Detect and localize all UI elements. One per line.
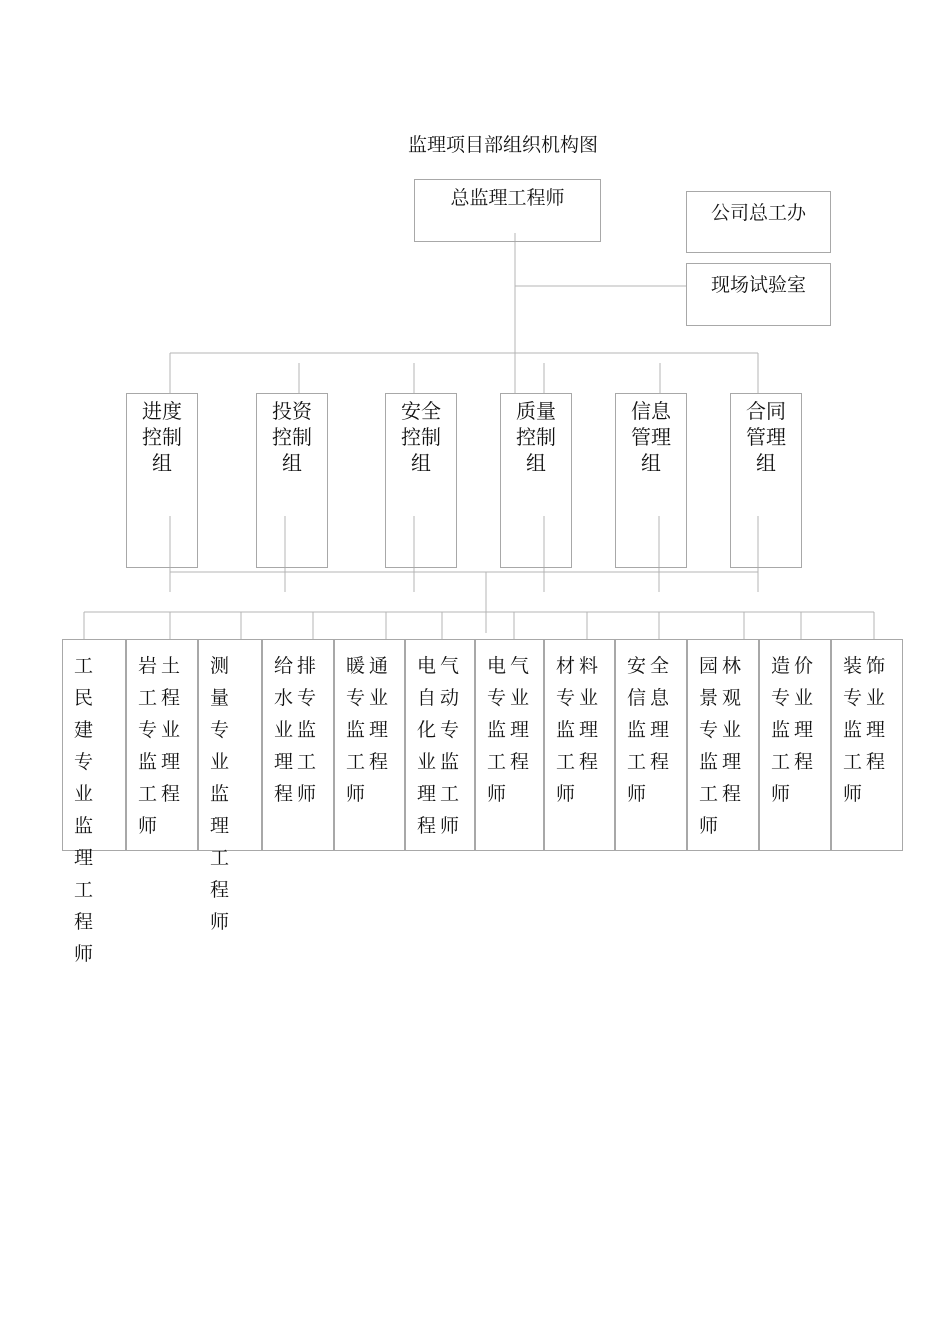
specialist-engineer-box — [126, 639, 198, 851]
specialist-engineer-label: 造价专业监理工程师 — [771, 655, 818, 805]
control-group-box — [385, 393, 457, 568]
chart-title: 监理项目部组织机构图 — [407, 134, 598, 156]
control-group-box — [256, 393, 328, 568]
specialist-engineer-label: 给排水专业监理工程师 — [274, 655, 321, 805]
specialist-engineer-box — [405, 639, 475, 851]
field-lab-label: 现场试验室 — [710, 274, 806, 296]
specialist-engineer-box — [334, 639, 405, 851]
specialist-engineer-label: 装饰专业监理工程师 — [843, 655, 890, 805]
specialist-engineer-label: 园林景观专业监理工程师 — [699, 655, 746, 837]
chief-engineer-label: 总监理工程师 — [450, 187, 565, 209]
specialist-engineer-box — [615, 639, 687, 851]
specialist-engineer-box — [475, 639, 544, 851]
specialist-engineer-box — [198, 639, 262, 933]
specialist-engineer-label: 工民建专业监理工程师 — [74, 655, 98, 965]
chief-engineer-box — [414, 179, 601, 242]
specialist-engineer-box — [262, 639, 334, 851]
specialist-engineer-label: 测量专业监理工程师 — [210, 655, 234, 933]
specialist-engineer-label: 材料专业监理工程师 — [556, 655, 603, 805]
control-group-box — [126, 393, 198, 568]
specialist-engineer-label: 安全信息监理工程师 — [627, 655, 674, 805]
company-chief-office-box — [686, 191, 831, 253]
control-group-label: 质量控制组 — [516, 399, 556, 475]
control-group-box — [500, 393, 572, 568]
control-group-box — [730, 393, 802, 568]
specialist-engineer-box — [759, 639, 831, 851]
specialist-engineer-box — [687, 639, 759, 851]
specialist-engineer-box — [62, 639, 126, 965]
specialist-engineer-label: 岩土工程专业监理工程师 — [138, 655, 185, 837]
specialist-engineer-box — [831, 639, 903, 851]
specialist-engineer-label: 电气专业监理工程师 — [487, 655, 534, 805]
specialist-engineer-label: 暖通专业监理工程师 — [346, 655, 393, 805]
company-chief-office-label: 公司总工办 — [710, 202, 806, 224]
control-group-box — [615, 393, 687, 568]
specialist-engineer-box — [544, 639, 615, 851]
control-group-label: 合同管理组 — [746, 399, 786, 475]
control-group-label: 进度控制组 — [142, 399, 182, 475]
field-lab-box — [686, 263, 831, 326]
specialist-engineer-label: 电气自动化专业监理工程师 — [417, 655, 464, 837]
control-group-label: 投资控制组 — [272, 399, 312, 475]
control-group-label: 信息管理组 — [631, 399, 671, 475]
control-group-label: 安全控制组 — [401, 399, 441, 475]
